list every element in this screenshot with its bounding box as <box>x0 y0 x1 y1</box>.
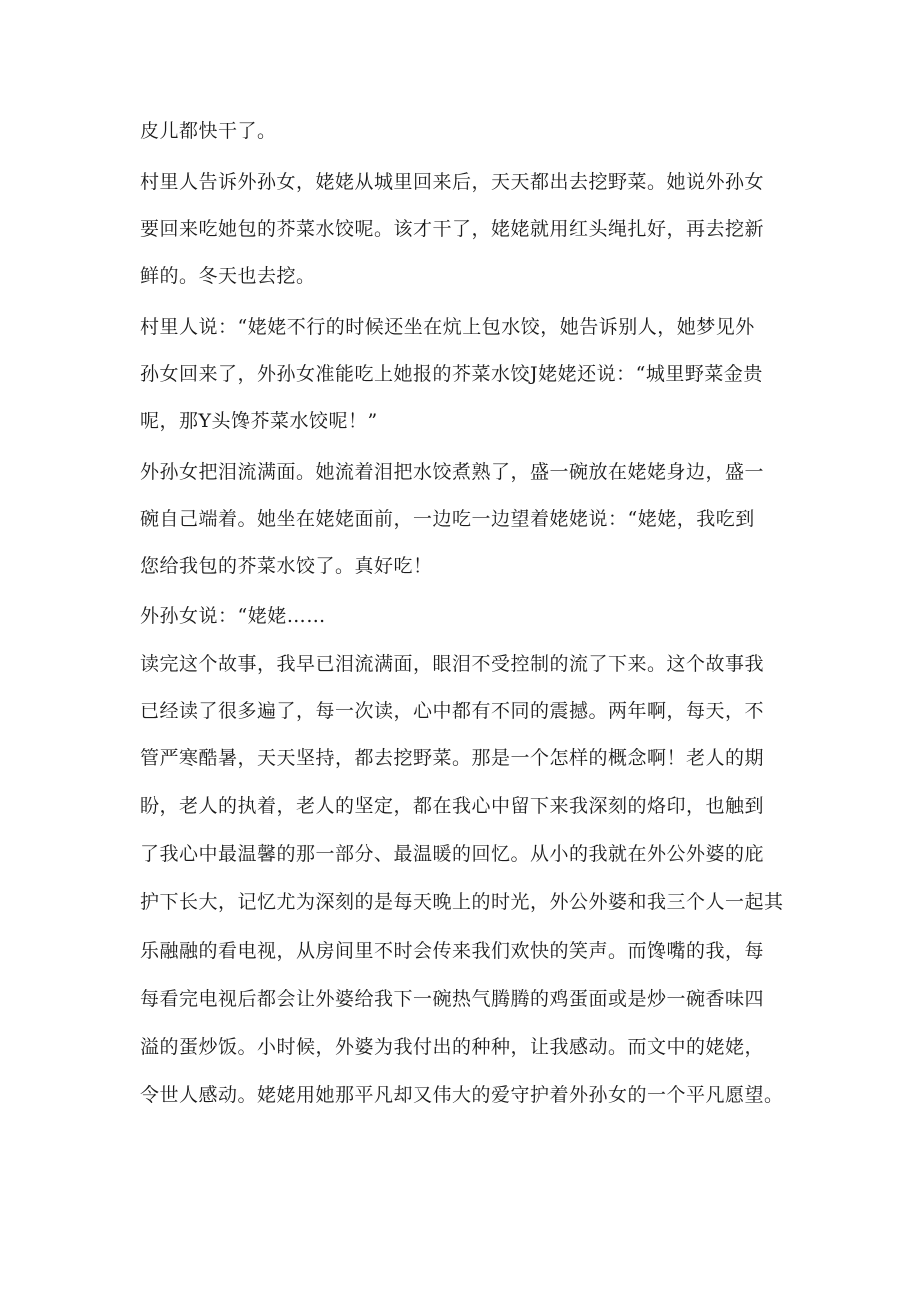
text-line: 溢的蛋炒饭。小时候，外婆为我付出的种种，让我感动。而文中的姥姥， <box>140 1036 765 1058</box>
text-line: 乐融融的看电视，从房间里不时会传来我们欢快的笑声。而馋嘴的我，每 <box>140 940 765 962</box>
text-line: 要回来吃她包的芥菜水饺呢。该才干了，姥姥就用红头绳扎好，再去挖新 <box>140 218 765 240</box>
text-line: 鲜的。冬天也去挖。 <box>140 265 316 287</box>
text-line: 护下长大，记忆尤为深刻的是每天晚上的时光，外公外婆和我三个人一起其 <box>140 891 784 913</box>
text-line: 管严寒酷暑，天天坚持，都去挖野菜。那是一个怎样的概念啊！老人的期 <box>140 747 765 769</box>
text-line: 读完这个故事，我早已泪流满面，眼泪不受控制的流了下来。这个故事我 <box>140 653 765 675</box>
text-line: 孙女回来了，外孙女准能吃上她报的芥菜水饺J姥姥还说：“城里野菜金贵 <box>140 363 763 385</box>
text-line: 外孙女说：“姥姥…… <box>140 605 326 627</box>
text-line: 每看完电视后都会让外婆给我下一碗热气腾腾的鸡蛋面或是炒一碗香味四 <box>140 988 765 1010</box>
text-line: 外孙女把泪流满面。她流着泪把水饺煮熟了，盛一碗放在姥姥身边，盛一 <box>140 461 765 483</box>
text-line: 了我心中最温馨的那一部分、最温暖的回忆。从小的我就在外公外婆的庇 <box>140 843 765 865</box>
text-line: 令世人感动。姥姥用她那平凡却又伟大的爱守护着外孙女的一个平凡愿望。 <box>140 1084 784 1106</box>
text-line: 已经读了很多遍了，每一次读，心中都有不同的震撼。两年啊，每天，不 <box>140 700 765 722</box>
text-line: 呢，那Y头馋芥菜水饺呢！” <box>140 410 378 432</box>
text-line: 盼，老人的执着，老人的坚定，都在我心中留下来我深刻的烙印，也触到 <box>140 795 765 817</box>
text-line: 村里人告诉外孙女，姥姥从城里回来后，天天都出去挖野菜。她说外孙女 <box>140 171 765 193</box>
text-line: 皮儿都快干了。 <box>140 120 277 142</box>
text-line: 碗自己端着。她坐在姥姥面前，一边吃一边望着姥姥说：“姥姥，我吃到 <box>140 508 755 530</box>
text-line: 您给我包的芥菜水饺了。真好吃！ <box>140 555 433 577</box>
text-line: 村里人说：“姥姥不行的时候还坐在炕上包水饺，她告诉别人，她梦见外 <box>140 316 755 338</box>
